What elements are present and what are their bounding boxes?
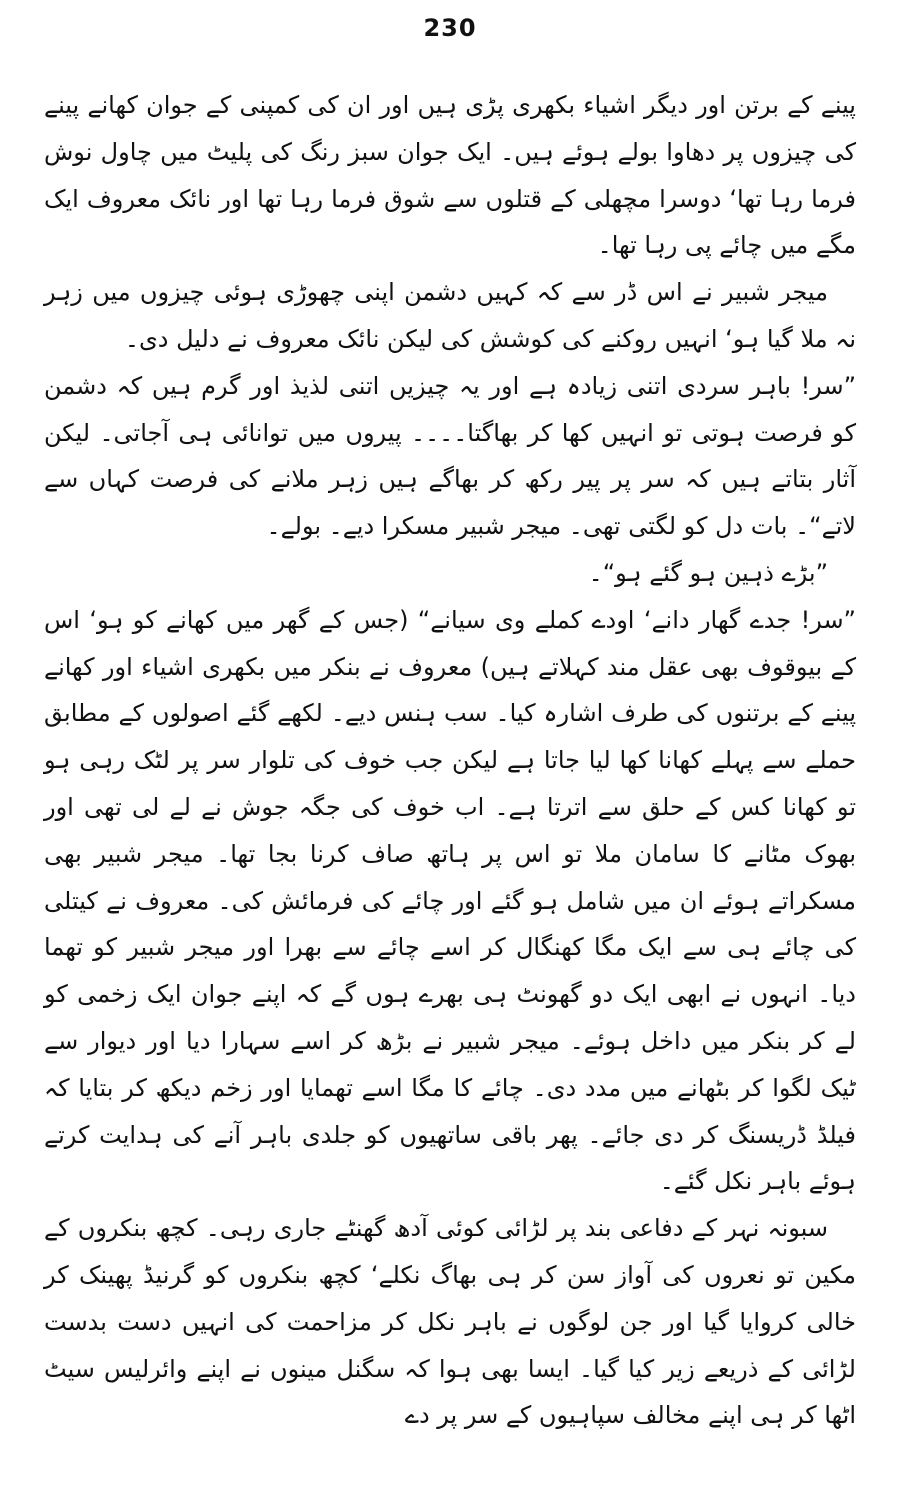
paragraph-5: ”سر! جدے گھار دانے‘ اودے کملے وی سیانے“ (جس کے گھر میں کھانے کو ہو‘ اس کے بیوقوف بھی عقل مند کہلاتے ہیں) معروف نے بنکر میں بکھری اشیاء اور کھانے پینے کے برتنوں کی طرف اشارہ کیا۔ سب ہنس دیے۔ لکھے گئے اصولوں کے مطابق حملے سے پہلے کھانا کھا لیا جاتا ہے لیکن جب خوف کی تلوار سر پر لٹک رہی ہو تو کھانا کس کے حلق سے اترتا ہے۔ اب خوف کی جگہ جوش نے لے لی تھی اور بھوک مٹانے کا سامان ملا تو اس پر ہاتھ صاف کرنا بجا تھا۔ میجر شبیر بھی مسکراتے ہوئے ان میں شامل ہو گئے اور چائے کی فرمائش کی۔ معروف نے کیتلی کی چائے ہی سے ایک مگا کھنگال کر اسے چائے سے بھرا اور میجر شبیر کو تھما دیا۔ انہوں نے ابھی ایک دو گھونٹ ہی بھرے ہوں گے کہ اپنے جوان ایک زخمی کو لے کر بنکر میں داخل ہوئے۔ میجر شبیر نے بڑھ کر اسے سہارا دیا اور دیوار سے ٹیک لگوا کر بٹھانے میں مدد دی۔ چائے کا مگا اسے تھمایا اور زخم دیکھ کر بتایا کہ فیلڈ ڈریسنگ کر دی جائے۔ پھر باقی ساتھیوں کو جلدی باہر آنے کی ہدایت کرتے ہوئے باہر نکل گئے۔ — [44, 605, 856, 1196]
paragraph-6: سبونہ نہر کے دفاعی بند پر لڑائی کوئی آدھ گھنٹے جاری رہی۔ کچھ بنکروں کے مکین تو نعروں کی آواز سن کر ہی بھاگ نکلے‘ کچھ بنکروں کو گرنیڈ پھینک کر خالی کروایا گیا اور جن لوگوں نے باہر نکل کر مزاحمت کی انہیں دست بدست لڑائی کے ذریعے زیر کیا گیا۔ ایسا بھی ہوا کہ سگنل مینوں نے اپنے وائرلیس سیٹ اٹھا کر ہی اپنے مخالف سپاہیوں کے سر پر دے — [44, 1214, 856, 1430]
paragraph-1: پینے کے برتن اور دیگر اشیاء بکھری پڑی ہیں اور ان کی کمپنی کے جوان کھانے پینے کی چیزوں پر دھاوا بولے ہوئے ہیں۔ ایک جوان سبز رنگ کی پلیٹ میں چاول نوش فرما رہا تھا‘ دوسرا مچھلی کے قتلوں سے شوق فرما رہا تھا اور نائک معروف ایک مگے میں چائے پی رہا تھا۔ — [44, 91, 856, 260]
paragraph-2: میجر شبیر نے اس ڈر سے کہ کہیں دشمن اپنی چھوڑی ہوئی چیزوں میں زہر نہ ملا گیا ہو‘ انہیں روکنے کی کوشش کی لیکن نائک معروف نے دلیل دی۔ — [44, 278, 856, 353]
page-number: 230 — [423, 14, 477, 42]
paragraph-3: ”سر! باہر سردی اتنی زیادہ ہے اور یہ چیزیں اتنی لذیذ اور گرم ہیں کہ دشمن کو فرصت ہوتی تو انہیں کھا کر بھاگتا۔۔۔۔ پیروں میں توانائی ہی آجاتی۔ لیکن آثار بتاتے ہیں کہ سر پر پیر رکھ کر بھاگے ہیں زہر ملانے کی فرصت کہاں سے لاتے“۔ بات دل کو لگتی تھی۔ میجر شبیر مسکرا دیے۔ بولے۔ — [44, 371, 856, 541]
body-text — [44, 82, 856, 1439]
paragraph-4: ”بڑے ذہین ہو گئے ہو“۔ — [588, 558, 828, 587]
